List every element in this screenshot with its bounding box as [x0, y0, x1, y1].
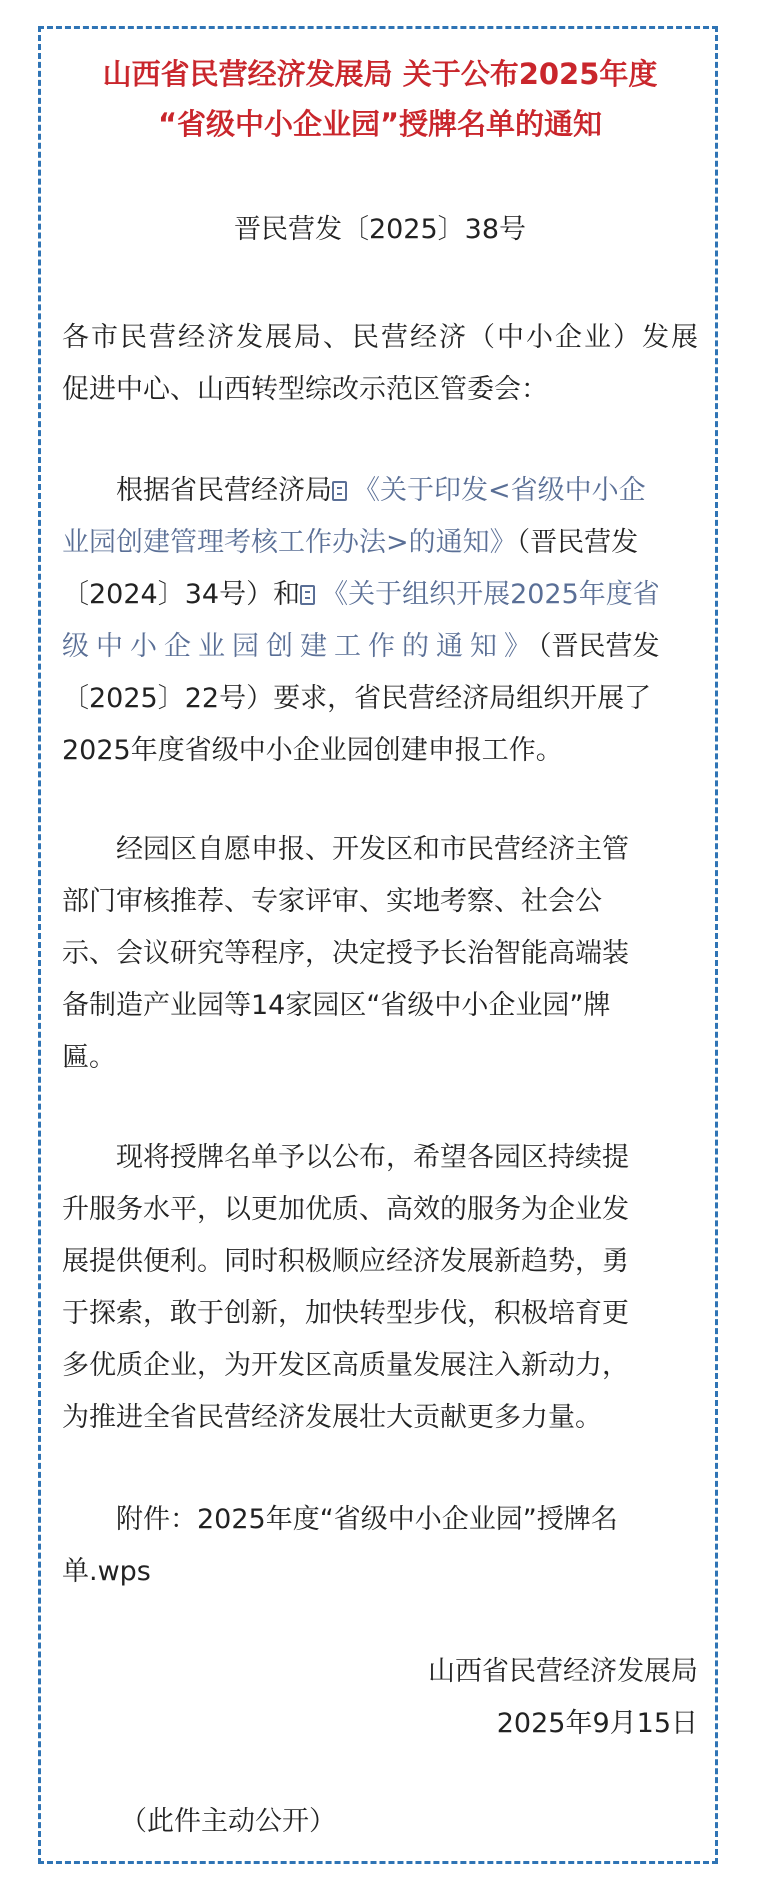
para3-line-3: 展提供便利。同时积极顺应经济发展新趋势，勇 — [62, 1246, 629, 1277]
para1-line-2 — [62, 517, 698, 569]
para2-line-1: 经园区自愿申报、开发区和市民营经济主管 — [116, 834, 629, 865]
para1-line-3 — [62, 569, 698, 621]
title-line-2: “省级中小企业园”授牌名单的通知 — [157, 107, 603, 141]
document-icon — [300, 585, 315, 605]
policy-link-2-text[interactable]: 《关于组织开展2025年度省 — [321, 579, 660, 610]
para1-line-4 — [62, 621, 698, 673]
policy-link-1-cont[interactable]: 业园创建管理考核工作办法>的通知》 — [62, 527, 517, 558]
para1-line-1 — [62, 465, 698, 517]
para1-line-6: 2025年度省级中小企业园创建申报工作。 — [62, 735, 563, 766]
title-line-1: 山西省民营经济发展局 关于公布2025年度 — [102, 57, 658, 91]
attachment-filename[interactable]: 单.wps — [62, 1556, 151, 1587]
attachment-line-1: 附件：2025年度“省级中小企业园”授牌名 — [116, 1504, 618, 1535]
para1-text: （晋民营发 — [538, 631, 660, 662]
policy-link-2[interactable] — [300, 579, 660, 610]
policy-link-1-text[interactable]: 《关于印发<省级中小企 — [353, 475, 646, 506]
para2-line-5: 匾。 — [62, 1042, 116, 1073]
para3-line-4: 于探索，敢于创新，加快转型步伐，积极培育更 — [62, 1298, 629, 1329]
para3-line-1: 现将授牌名单予以公布，希望各园区持续提 — [116, 1142, 629, 1173]
disclosure-note: （此件主动公开） — [120, 1806, 336, 1837]
para1-text: （晋民营发 — [516, 527, 639, 558]
para2-line-2: 部门审核推荐、专家评审、实地考察、社会公 — [62, 886, 602, 917]
para1-text: 根据省民营经济局 — [116, 475, 332, 506]
addressee-line-2: 促进中心、山西转型综改示范区管委会： — [62, 374, 548, 405]
para2-line-3: 示、会议研究等程序，决定授予长治智能高端装 — [62, 938, 629, 969]
signature-date: 2025年9月15日 — [496, 1708, 698, 1739]
signature-org: 山西省民营经济发展局 — [428, 1656, 698, 1687]
notice-title — [0, 49, 760, 149]
addressee-line-1: 各市民营经济发展局、民营经济（中小企业）发展 — [62, 322, 698, 353]
document-number: 晋民营发〔2025〕38号 — [233, 214, 527, 245]
para3-line-6: 为推进全省民营经济发展壮大贡献更多力量。 — [62, 1402, 602, 1433]
policy-link-2-cont[interactable]: 级中小企业园创建工作的通知》 — [62, 631, 538, 662]
para3-line-5: 多优质企业，为开发区高质量发展注入新动力， — [62, 1350, 629, 1381]
document-icon — [332, 481, 347, 501]
policy-link-1[interactable] — [332, 475, 646, 506]
para3-line-2: 升服务水平，以更加优质、高效的服务为企业发 — [62, 1194, 629, 1225]
para2-line-4: 备制造产业园等14家园区“省级中小企业园”牌 — [62, 990, 611, 1021]
para1-text: 〔2024〕34号）和 — [62, 579, 301, 610]
para1-line-5: 〔2025〕22号）要求，省民营经济局组织开展了 — [62, 683, 652, 714]
